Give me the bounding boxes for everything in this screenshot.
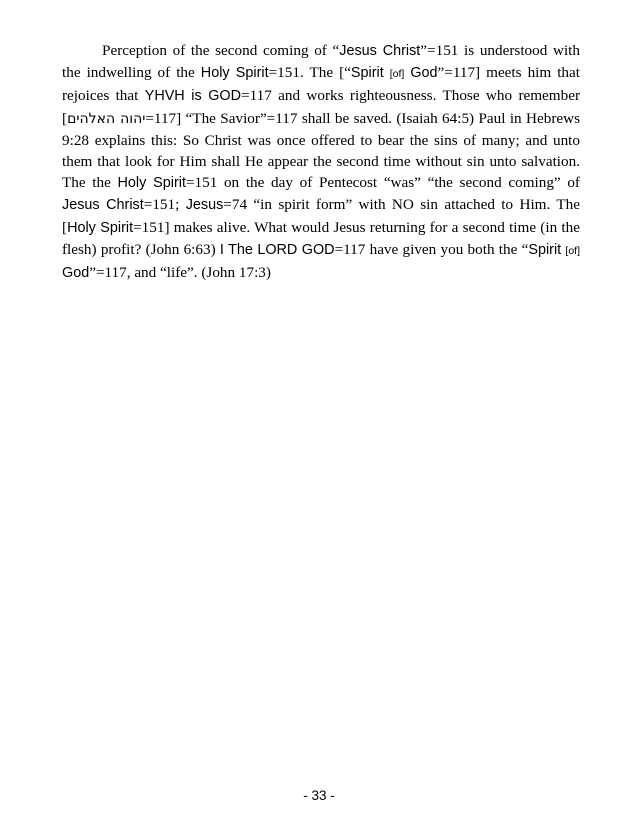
text-run: =117] “The Savior”=117 shall be saved. (Isaiah 64:5) Paul in Hebrews 9:28 explains this: So Christ was once offered to bear the sins of many; and unto them that look for Him shall He appear the second time without sin unto salvation. The the — [62, 109, 581, 192]
text-run: =151. The [“ — [268, 64, 351, 82]
name-god: God — [62, 265, 90, 282]
text-run: ”=151 is understood with the indwelling of the — [62, 42, 580, 82]
text-run: ”=117, and “life”. (John 17:3) — [89, 264, 271, 282]
name-jesus-christ: Jesus Christ — [62, 197, 144, 214]
text-run: =117 and works righteousness. Those who remember [ — [62, 87, 581, 127]
name-jesus-christ: Jesus Christ — [339, 43, 421, 59]
name-holy-spirit: Holy Spirit — [117, 175, 186, 192]
of-label: [of] — [565, 244, 581, 257]
text-run: =74 “in spirit form” with NO sin attached to Him. The [ — [62, 196, 580, 236]
text-run: =151 on the day of Pentecost “was” “the second coming” of — [185, 174, 580, 192]
of-label: [of] — [389, 68, 405, 81]
text-run: =151; — [143, 196, 186, 214]
name-holy-spirit: Holy Spirit — [200, 65, 269, 82]
name-the-lord-god: I The LORD GOD — [219, 241, 335, 258]
name-spirit: Spirit — [528, 241, 562, 258]
name-god: God — [410, 65, 438, 82]
name-spirit: Spirit — [350, 65, 384, 82]
hebrew-text: יהוה האלהים — [67, 110, 146, 127]
text-run: ”=117] meets him that rejoices that — [62, 64, 580, 105]
body-paragraph — [62, 40, 580, 284]
name-holy-spirit: Holy Spirit — [67, 219, 134, 236]
text-run: =151] makes alive. What would Jesus returning for a second time (in the flesh) profit? (John 6:63) — [62, 218, 580, 258]
page-number: - 33 - — [303, 788, 335, 803]
name-yhvh-is-god: YHVH is GOD — [144, 88, 241, 105]
text-run: Perception of the second coming of “ — [102, 42, 340, 59]
text-run: =117 have given you both the “ — [334, 240, 529, 258]
name-jesus: Jesus — [185, 197, 224, 214]
